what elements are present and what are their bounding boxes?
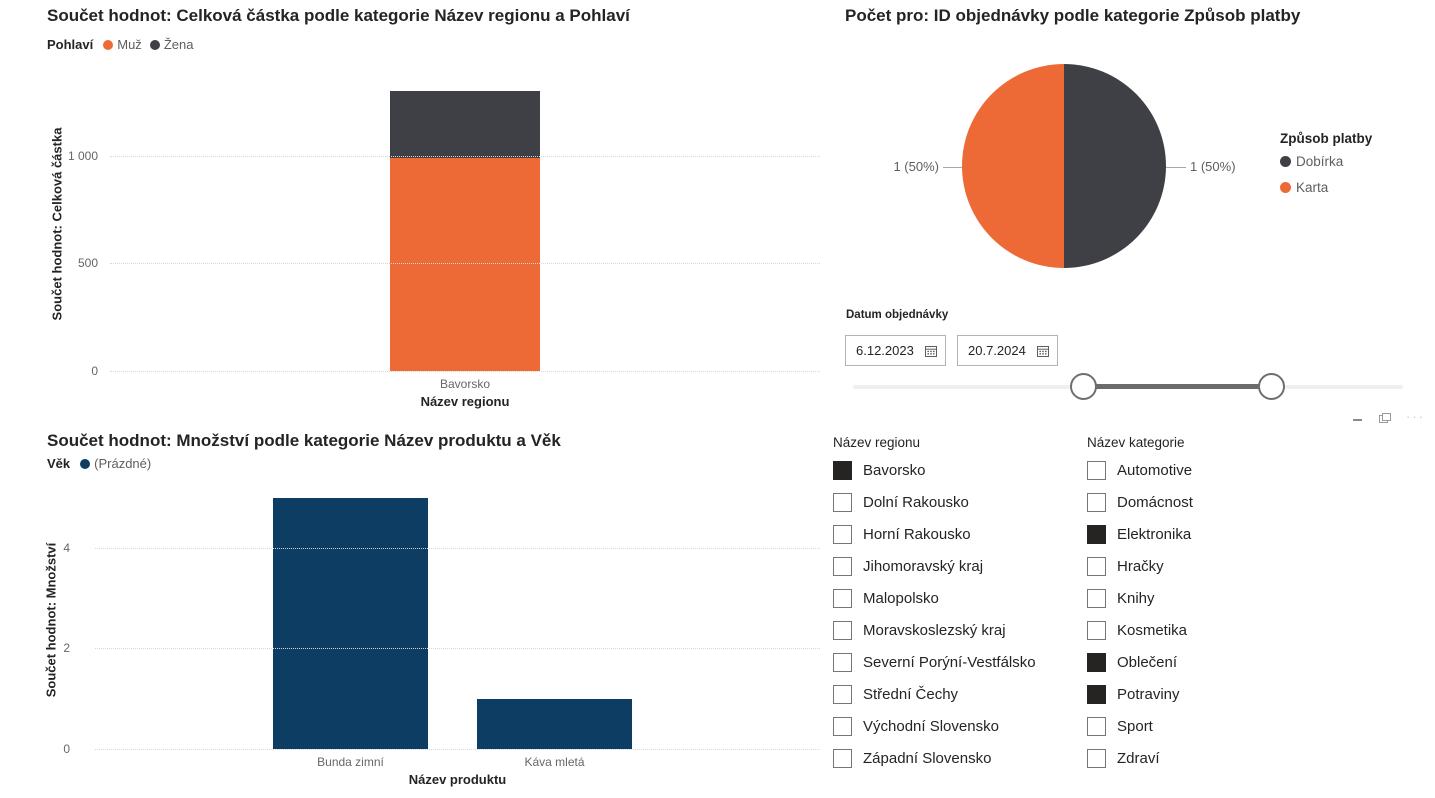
slicer-item-label: Horní Rakousko — [863, 525, 971, 543]
slicer-item-label: Automotive — [1117, 461, 1193, 479]
quantity-y-axis-ticks — [30, 490, 76, 756]
checkbox-icon[interactable] — [833, 717, 852, 736]
checkbox-icon[interactable] — [1087, 749, 1106, 768]
region-slicer-title: Název regionu — [833, 435, 921, 450]
region-slicer-item[interactable] — [833, 486, 1036, 518]
date-slider-end-handle[interactable] — [1258, 373, 1285, 400]
checkbox-icon[interactable] — [833, 621, 852, 640]
quantity-category-label-2: Káva mletá — [524, 755, 585, 769]
category-slicer-item[interactable] — [1087, 678, 1193, 710]
calendar-icon[interactable] — [1036, 344, 1050, 358]
y-tick-label: 500 — [77, 256, 98, 271]
checkbox-icon[interactable] — [1087, 557, 1106, 576]
legend-item-muz[interactable] — [103, 37, 142, 52]
region-slicer-item[interactable] — [833, 678, 1036, 710]
region-slicer-item[interactable] — [833, 614, 1036, 646]
legend-label-zena: Žena — [163, 37, 194, 52]
slicer-item-label: Východní Slovensko — [863, 717, 999, 735]
region-slicer-item[interactable] — [833, 582, 1036, 614]
gridline — [110, 156, 820, 157]
slicer-item-label: Hračky — [1117, 557, 1164, 575]
amount-y-axis-title: Součet hodnot: Celková částka — [49, 127, 65, 321]
amount-y-axis-ticks — [40, 85, 104, 378]
checkbox-icon[interactable] — [833, 653, 852, 672]
region-slicer-item[interactable] — [833, 454, 1036, 486]
more-options-icon[interactable]: ··· — [1406, 409, 1425, 424]
region-slicer-item[interactable] — [833, 710, 1036, 742]
legend-dot-prazdne — [80, 459, 90, 469]
calendar-icon[interactable] — [924, 344, 938, 358]
category-slicer-item[interactable] — [1087, 710, 1193, 742]
slicer-item-label: Malopolsko — [863, 589, 939, 607]
slicer-item-label: Sport — [1117, 717, 1153, 735]
checkbox-icon[interactable] — [1087, 685, 1106, 704]
slicer-item-label: Knihy — [1117, 589, 1155, 607]
region-slicer-item[interactable] — [833, 518, 1036, 550]
legend-dot-karta — [1280, 182, 1291, 193]
legend-label-prazdne: (Prázdné) — [94, 456, 152, 471]
y-tick-label: 1 000 — [67, 148, 98, 163]
slicer-item-label: Potraviny — [1117, 685, 1180, 703]
checkbox-icon[interactable] — [833, 493, 852, 512]
pie-legend-label-karta: Karta — [1296, 180, 1329, 195]
pie-label-karta: 1 (50%) — [893, 159, 939, 174]
category-slicer-item[interactable] — [1087, 518, 1193, 550]
bar-segment-kava-mleta[interactable] — [477, 699, 632, 749]
quantity-y-axis-title: Součet hodnot: Množství — [43, 542, 59, 698]
checkbox-icon[interactable] — [833, 525, 852, 544]
y-tick-label: 0 — [91, 364, 98, 378]
checkbox-icon[interactable] — [1087, 493, 1106, 512]
gridline — [110, 263, 820, 264]
pie-legend-title: Způsob platby — [1280, 131, 1373, 146]
region-slicer-item[interactable] — [833, 550, 1036, 582]
amount-category-label: Bavorsko — [439, 377, 491, 391]
payment-chart-title: Počet pro: ID objednávky podle kategorie Způsob platby — [845, 6, 1301, 25]
slicer-item-label: Domácnost — [1117, 493, 1193, 511]
legend-dot-zena — [150, 40, 160, 50]
gridline — [95, 548, 820, 549]
legend-title: Pohlaví — [47, 37, 94, 52]
checkbox-icon[interactable] — [1087, 653, 1106, 672]
pie-legend-item-karta[interactable] — [1280, 180, 1328, 195]
y-tick-label: 4 — [63, 540, 70, 555]
y-tick-label: 2 — [63, 641, 70, 656]
category-slicer-item[interactable] — [1087, 646, 1193, 678]
checkbox-icon[interactable] — [1087, 717, 1106, 736]
slicer-item-label: Moravskoslezský kraj — [863, 621, 1006, 639]
slicer-item-label: Oblečení — [1117, 653, 1178, 671]
legend-dot-dobirka — [1280, 156, 1291, 167]
category-slicer-list — [1087, 454, 1193, 774]
pie-leader-left — [943, 167, 962, 168]
slicer-item-label: Dolní Rakousko — [863, 493, 969, 511]
region-slicer-item[interactable] — [833, 742, 1036, 774]
category-slicer-item[interactable] — [1087, 454, 1193, 486]
category-slicer-item[interactable] — [1087, 486, 1193, 518]
bar-kava-mleta[interactable] — [477, 699, 632, 749]
gridline — [110, 371, 820, 372]
slicer-item-label: Jihomoravský kraj — [863, 557, 984, 575]
date-slider-start-handle[interactable] — [1070, 373, 1097, 400]
date-start-input[interactable] — [846, 343, 916, 358]
date-end-input[interactable] — [958, 343, 1028, 358]
slicer-item-label: Bavorsko — [863, 461, 926, 479]
pie-legend-label-dobirka: Dobírka — [1296, 154, 1344, 169]
checkbox-icon[interactable] — [833, 685, 852, 704]
legend-dot-muz — [103, 40, 113, 50]
category-slicer-item[interactable] — [1087, 550, 1193, 582]
date-slicer-label: Datum objednávky — [846, 309, 949, 321]
checkbox-icon[interactable] — [1087, 461, 1106, 480]
slicer-item-label: Elektronika — [1117, 525, 1192, 543]
checkbox-icon[interactable] — [1087, 621, 1106, 640]
popout-icon[interactable] — [1379, 413, 1392, 424]
slicer-item-label: Kosmetika — [1117, 621, 1188, 639]
amount-chart-legend — [47, 37, 193, 52]
category-slicer-item[interactable] — [1087, 614, 1193, 646]
slicer-item-label: Střední Čechy — [863, 685, 959, 703]
category-slicer-title: Název kategorie — [1087, 435, 1185, 450]
legend-item-prazdne[interactable] — [80, 456, 151, 471]
quantity-chart-title: Součet hodnot: Množství podle kategorie Název produktu a Věk — [47, 431, 561, 450]
quantity-category-label-1: Bunda zimní — [317, 755, 384, 769]
region-slicer-item[interactable] — [833, 646, 1036, 678]
legend-label-muz: Muž — [117, 37, 142, 52]
region-slicer-list — [833, 454, 1036, 774]
checkbox-icon[interactable] — [833, 557, 852, 576]
gridline — [95, 648, 820, 649]
amount-plot-area — [110, 85, 820, 371]
pie-legend-item-dobirka[interactable] — [1280, 154, 1343, 169]
minimize-icon[interactable] — [1353, 419, 1362, 421]
checkbox-icon[interactable] — [1087, 525, 1106, 544]
slicer-item-label: Západní Slovensko — [863, 749, 992, 767]
gridline — [95, 749, 820, 750]
bar-bavorsko[interactable] — [390, 91, 540, 371]
category-slicer-item[interactable] — [1087, 742, 1193, 774]
slicer-item-label: Zdraví — [1117, 749, 1160, 767]
amount-x-axis-title: Název regionu — [420, 394, 510, 409]
date-slider-selected-range[interactable] — [1083, 384, 1271, 389]
bar-bunda-zimni[interactable] — [273, 498, 428, 749]
quantity-x-axis-title: Název produktu — [408, 772, 507, 787]
bar-segment-zena[interactable] — [390, 91, 540, 158]
date-end-field[interactable] — [957, 335, 1058, 366]
quantity-plot-area — [95, 490, 820, 749]
pie-leader-right — [1166, 167, 1186, 168]
category-slicer-item[interactable] — [1087, 582, 1193, 614]
date-start-field[interactable] — [845, 335, 946, 366]
checkbox-icon[interactable] — [1087, 589, 1106, 608]
checkbox-icon[interactable] — [833, 589, 852, 608]
quantity-chart-legend — [47, 456, 151, 471]
bar-segment-muz[interactable] — [390, 158, 540, 371]
pie-label-dobirka: 1 (50%) — [1190, 159, 1236, 174]
payment-pie[interactable] — [962, 64, 1166, 268]
legend-title: Věk — [47, 456, 71, 471]
checkbox-icon[interactable] — [833, 461, 852, 480]
checkbox-icon[interactable] — [833, 749, 852, 768]
legend-item-zena[interactable] — [150, 37, 194, 52]
bar-segment-bunda-zimni[interactable] — [273, 498, 428, 749]
amount-chart-title: Součet hodnot: Celková částka podle kategorie Název regionu a Pohlaví — [47, 6, 630, 25]
slicer-item-label: Severní Porýní-Vestfálsko — [863, 653, 1036, 671]
y-tick-label: 0 — [63, 742, 70, 756]
